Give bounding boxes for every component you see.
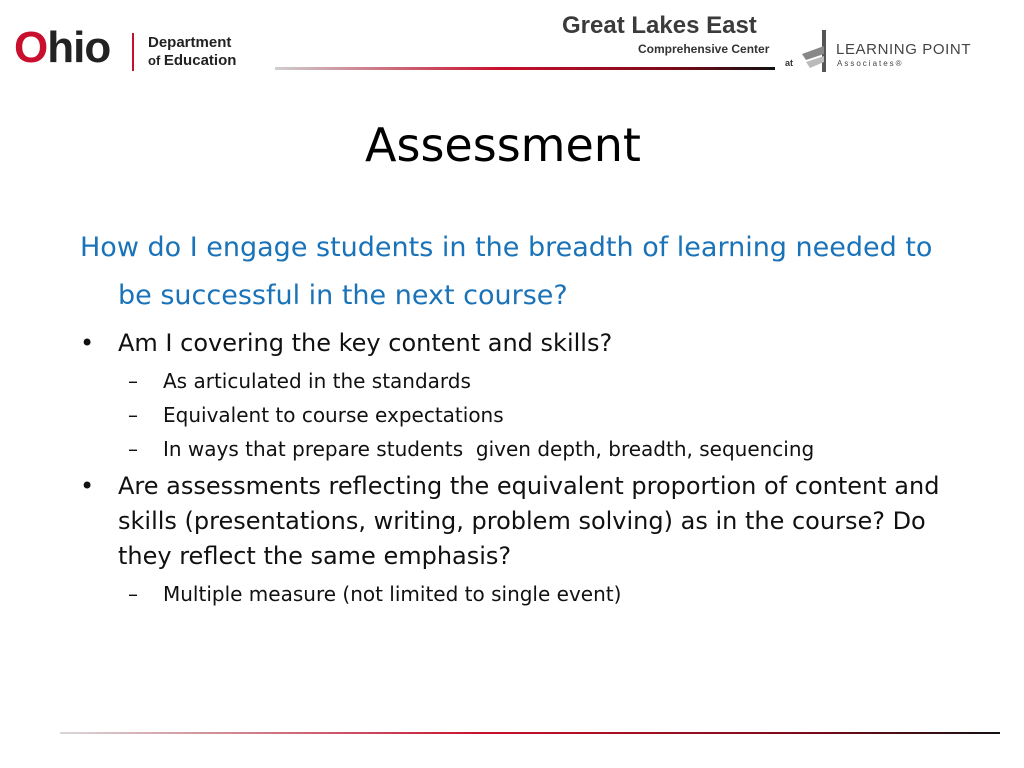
sub-bullet-text: In ways that prepare students given depth, breadth, sequencing [163,437,815,461]
gle-logo-at: at [785,58,794,68]
bullet-item [80,469,950,574]
sub-bullet-item [80,367,950,395]
gle-logo-subtitle: Comprehensive Center [638,42,770,56]
ohio-logo-rest: hio [47,23,111,72]
sub-bullet-text: As articulated in the standards [163,369,471,393]
sub-bullet-item [80,435,950,463]
bullet-text: Are assessments reflecting the equivalent proportion of content and skills (presentations, writing, problem solving) as in the course? Do they reflect the same emphasis? [118,472,940,570]
learning-point-mark-icon [800,28,836,74]
sub-bullet-text: Equivalent to course expectations [163,403,504,427]
sub-bullet-text: Multiple measure (not limited to single event) [163,582,622,606]
bullet-text: Am I covering the key content and skills? [118,329,613,357]
ohio-logo-line1: Department [148,34,232,51]
footer-rule [60,732,1000,734]
bullet-marker: • [80,472,95,500]
sub-bullet-item [80,401,950,429]
learning-point-name: LEARNING POINT [836,41,972,58]
bullet-item [80,326,950,361]
slide-content [80,224,950,614]
dash-marker: – [128,403,138,427]
ohio-logo-divider [132,33,134,71]
learning-point-associates: Associates® [837,59,904,68]
ohio-logo-wordmark [14,23,111,72]
dash-marker: – [128,582,138,606]
sub-bullet-item [80,580,950,608]
slide-title: Assessment [365,118,641,172]
ohio-logo-initial: O [14,23,48,72]
header-rule [275,67,775,70]
ohio-logo-line2-prefix: of [148,53,164,68]
gle-logo-title: Great Lakes East [562,12,757,39]
dash-marker: – [128,437,138,461]
dash-marker: – [128,369,138,393]
lead-question: How do I engage students in the breadth of learning needed to be successful in the next course? [80,232,933,311]
bullet-marker: • [80,329,95,357]
ohio-logo-department-text [148,34,236,70]
ohio-logo-line2: Education [163,52,237,69]
